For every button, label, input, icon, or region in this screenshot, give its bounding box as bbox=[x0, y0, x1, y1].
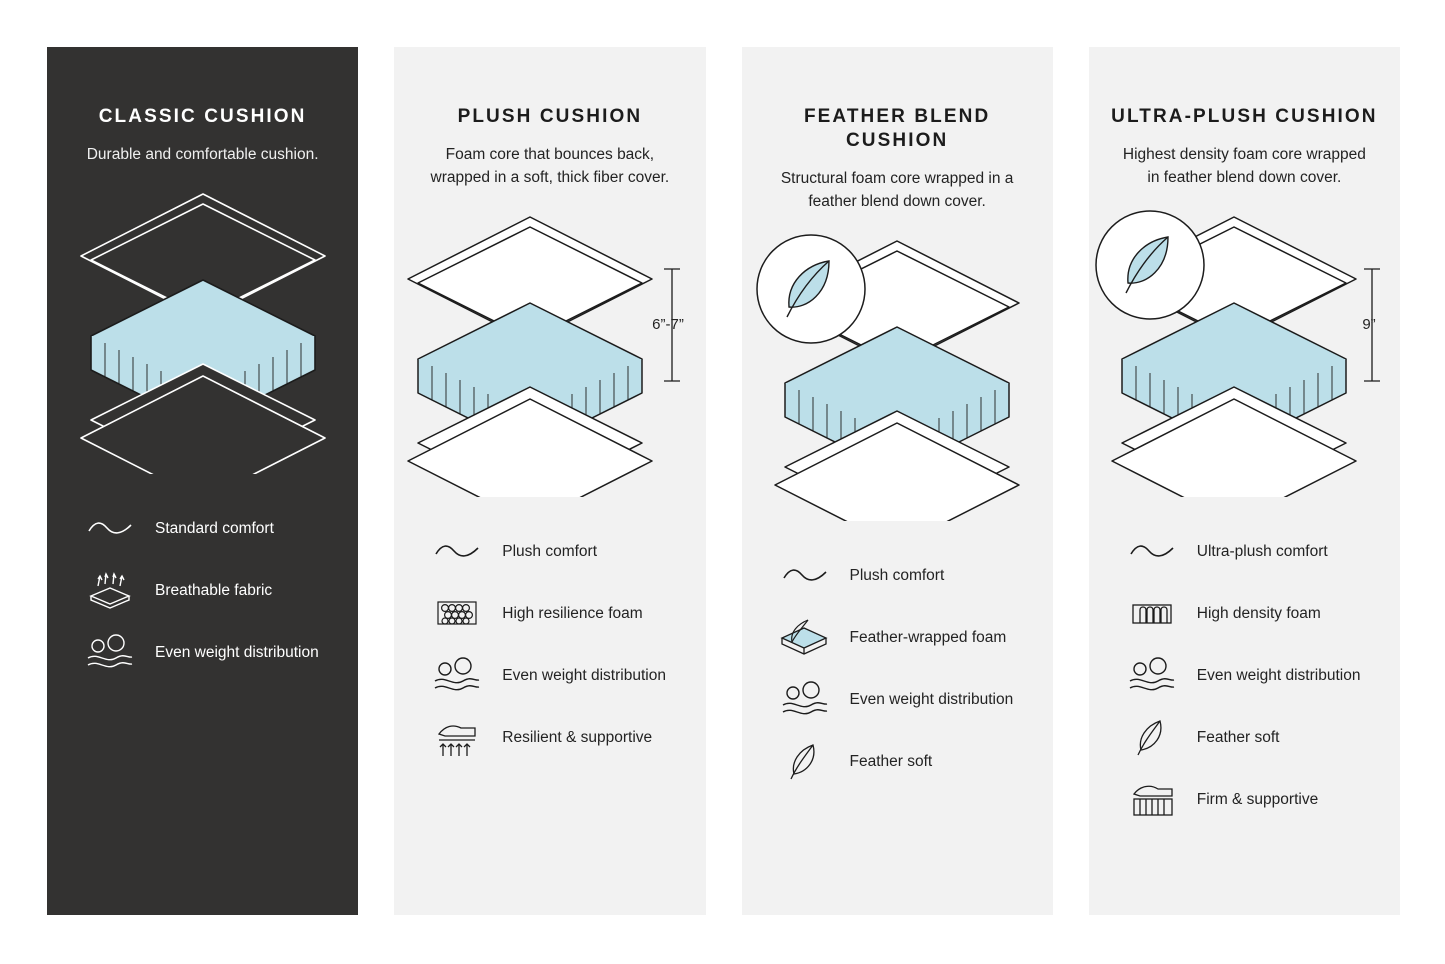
feature-label: Even weight distribution bbox=[849, 690, 1014, 708]
feather-badge-icon bbox=[1096, 211, 1204, 319]
wave-icon bbox=[428, 529, 486, 573]
card-title: FEATHER BLEND CUSHION bbox=[803, 106, 991, 151]
feature-item bbox=[776, 553, 1029, 597]
cushion-card-ultra-plush[interactable] bbox=[1089, 47, 1400, 915]
feature-item bbox=[1123, 777, 1376, 821]
cushion-layers-diagram bbox=[1089, 207, 1400, 507]
dimension-label: 6”-7” bbox=[652, 316, 684, 333]
feature-label: Feather-wrapped foam bbox=[849, 628, 1007, 646]
resilient-support-icon bbox=[428, 715, 486, 759]
breathable-fabric-icon bbox=[81, 568, 139, 612]
wave-icon bbox=[1123, 529, 1181, 573]
feature-list bbox=[394, 529, 705, 759]
wave-icon bbox=[776, 553, 834, 597]
feature-label: Plush comfort bbox=[849, 566, 945, 584]
weight-distribution-icon bbox=[428, 653, 486, 697]
cushion-layers-diagram bbox=[47, 184, 358, 484]
wave-icon bbox=[81, 506, 139, 550]
feature-label: Even weight distribution bbox=[502, 666, 666, 684]
feature-label: Breathable fabric bbox=[155, 581, 273, 599]
feature-label: Ultra-plush comfort bbox=[1196, 542, 1328, 560]
feature-item bbox=[776, 677, 1029, 721]
feather-icon bbox=[1123, 715, 1181, 759]
card-subtitle: Structural foam core wrapped in a feather blend down cover. bbox=[780, 170, 1014, 210]
feature-label: Standard comfort bbox=[155, 519, 274, 537]
honeycomb-foam-icon bbox=[428, 591, 486, 635]
feature-item bbox=[1123, 653, 1376, 697]
feature-item bbox=[81, 506, 334, 550]
cushion-card-classic[interactable] bbox=[47, 47, 358, 915]
feather-wrapped-foam-icon bbox=[776, 615, 834, 659]
feature-item bbox=[776, 615, 1029, 659]
firm-support-icon bbox=[1123, 777, 1181, 821]
feature-label: High resilience foam bbox=[502, 604, 643, 622]
feature-item bbox=[81, 630, 334, 674]
feature-label: Plush comfort bbox=[502, 542, 598, 560]
high-density-foam-icon bbox=[1123, 591, 1181, 635]
card-title: ULTRA-PLUSH CUSHION bbox=[1111, 106, 1378, 127]
card-title: CLASSIC CUSHION bbox=[98, 106, 307, 127]
feature-label: Feather soft bbox=[1196, 728, 1280, 746]
feature-list bbox=[1089, 529, 1400, 821]
weight-distribution-icon bbox=[776, 677, 834, 721]
feature-label: Firm & supportive bbox=[1196, 790, 1319, 808]
feature-item bbox=[776, 739, 1029, 783]
feature-label: Even weight distribution bbox=[155, 643, 319, 661]
feature-label: Even weight distribution bbox=[1196, 666, 1361, 684]
feature-item bbox=[1123, 591, 1376, 635]
feature-item bbox=[1123, 715, 1376, 759]
feature-item bbox=[428, 529, 681, 573]
weight-distribution-icon bbox=[1123, 653, 1181, 697]
card-subtitle: Durable and comfortable cushion. bbox=[86, 146, 319, 163]
feature-item bbox=[1123, 529, 1376, 573]
card-title: PLUSH CUSHION bbox=[457, 106, 643, 127]
cushion-card-feather-blend[interactable] bbox=[742, 47, 1053, 915]
feature-label: Feather soft bbox=[849, 752, 933, 770]
feature-list bbox=[47, 506, 358, 674]
weight-distribution-icon bbox=[81, 630, 139, 674]
card-subtitle: Foam core that bounces back, wrapped in a soft, thick fiber cover. bbox=[430, 146, 670, 186]
feature-item bbox=[428, 653, 681, 697]
feature-item bbox=[81, 568, 334, 612]
feather-badge-icon bbox=[757, 235, 865, 343]
feature-label: Resilient & supportive bbox=[502, 728, 653, 746]
cushion-layers-diagram bbox=[394, 207, 705, 507]
feature-list bbox=[742, 553, 1053, 783]
feature-label: High density foam bbox=[1196, 604, 1321, 622]
feather-icon bbox=[776, 739, 834, 783]
cushion-card-plush[interactable] bbox=[394, 47, 705, 915]
feature-item bbox=[428, 591, 681, 635]
card-subtitle: Highest density foam core wrapped in feather blend down cover. bbox=[1122, 146, 1366, 186]
dimension-label: 9” bbox=[1362, 316, 1377, 333]
feature-item bbox=[428, 715, 681, 759]
cushion-layers-diagram bbox=[742, 231, 1053, 531]
